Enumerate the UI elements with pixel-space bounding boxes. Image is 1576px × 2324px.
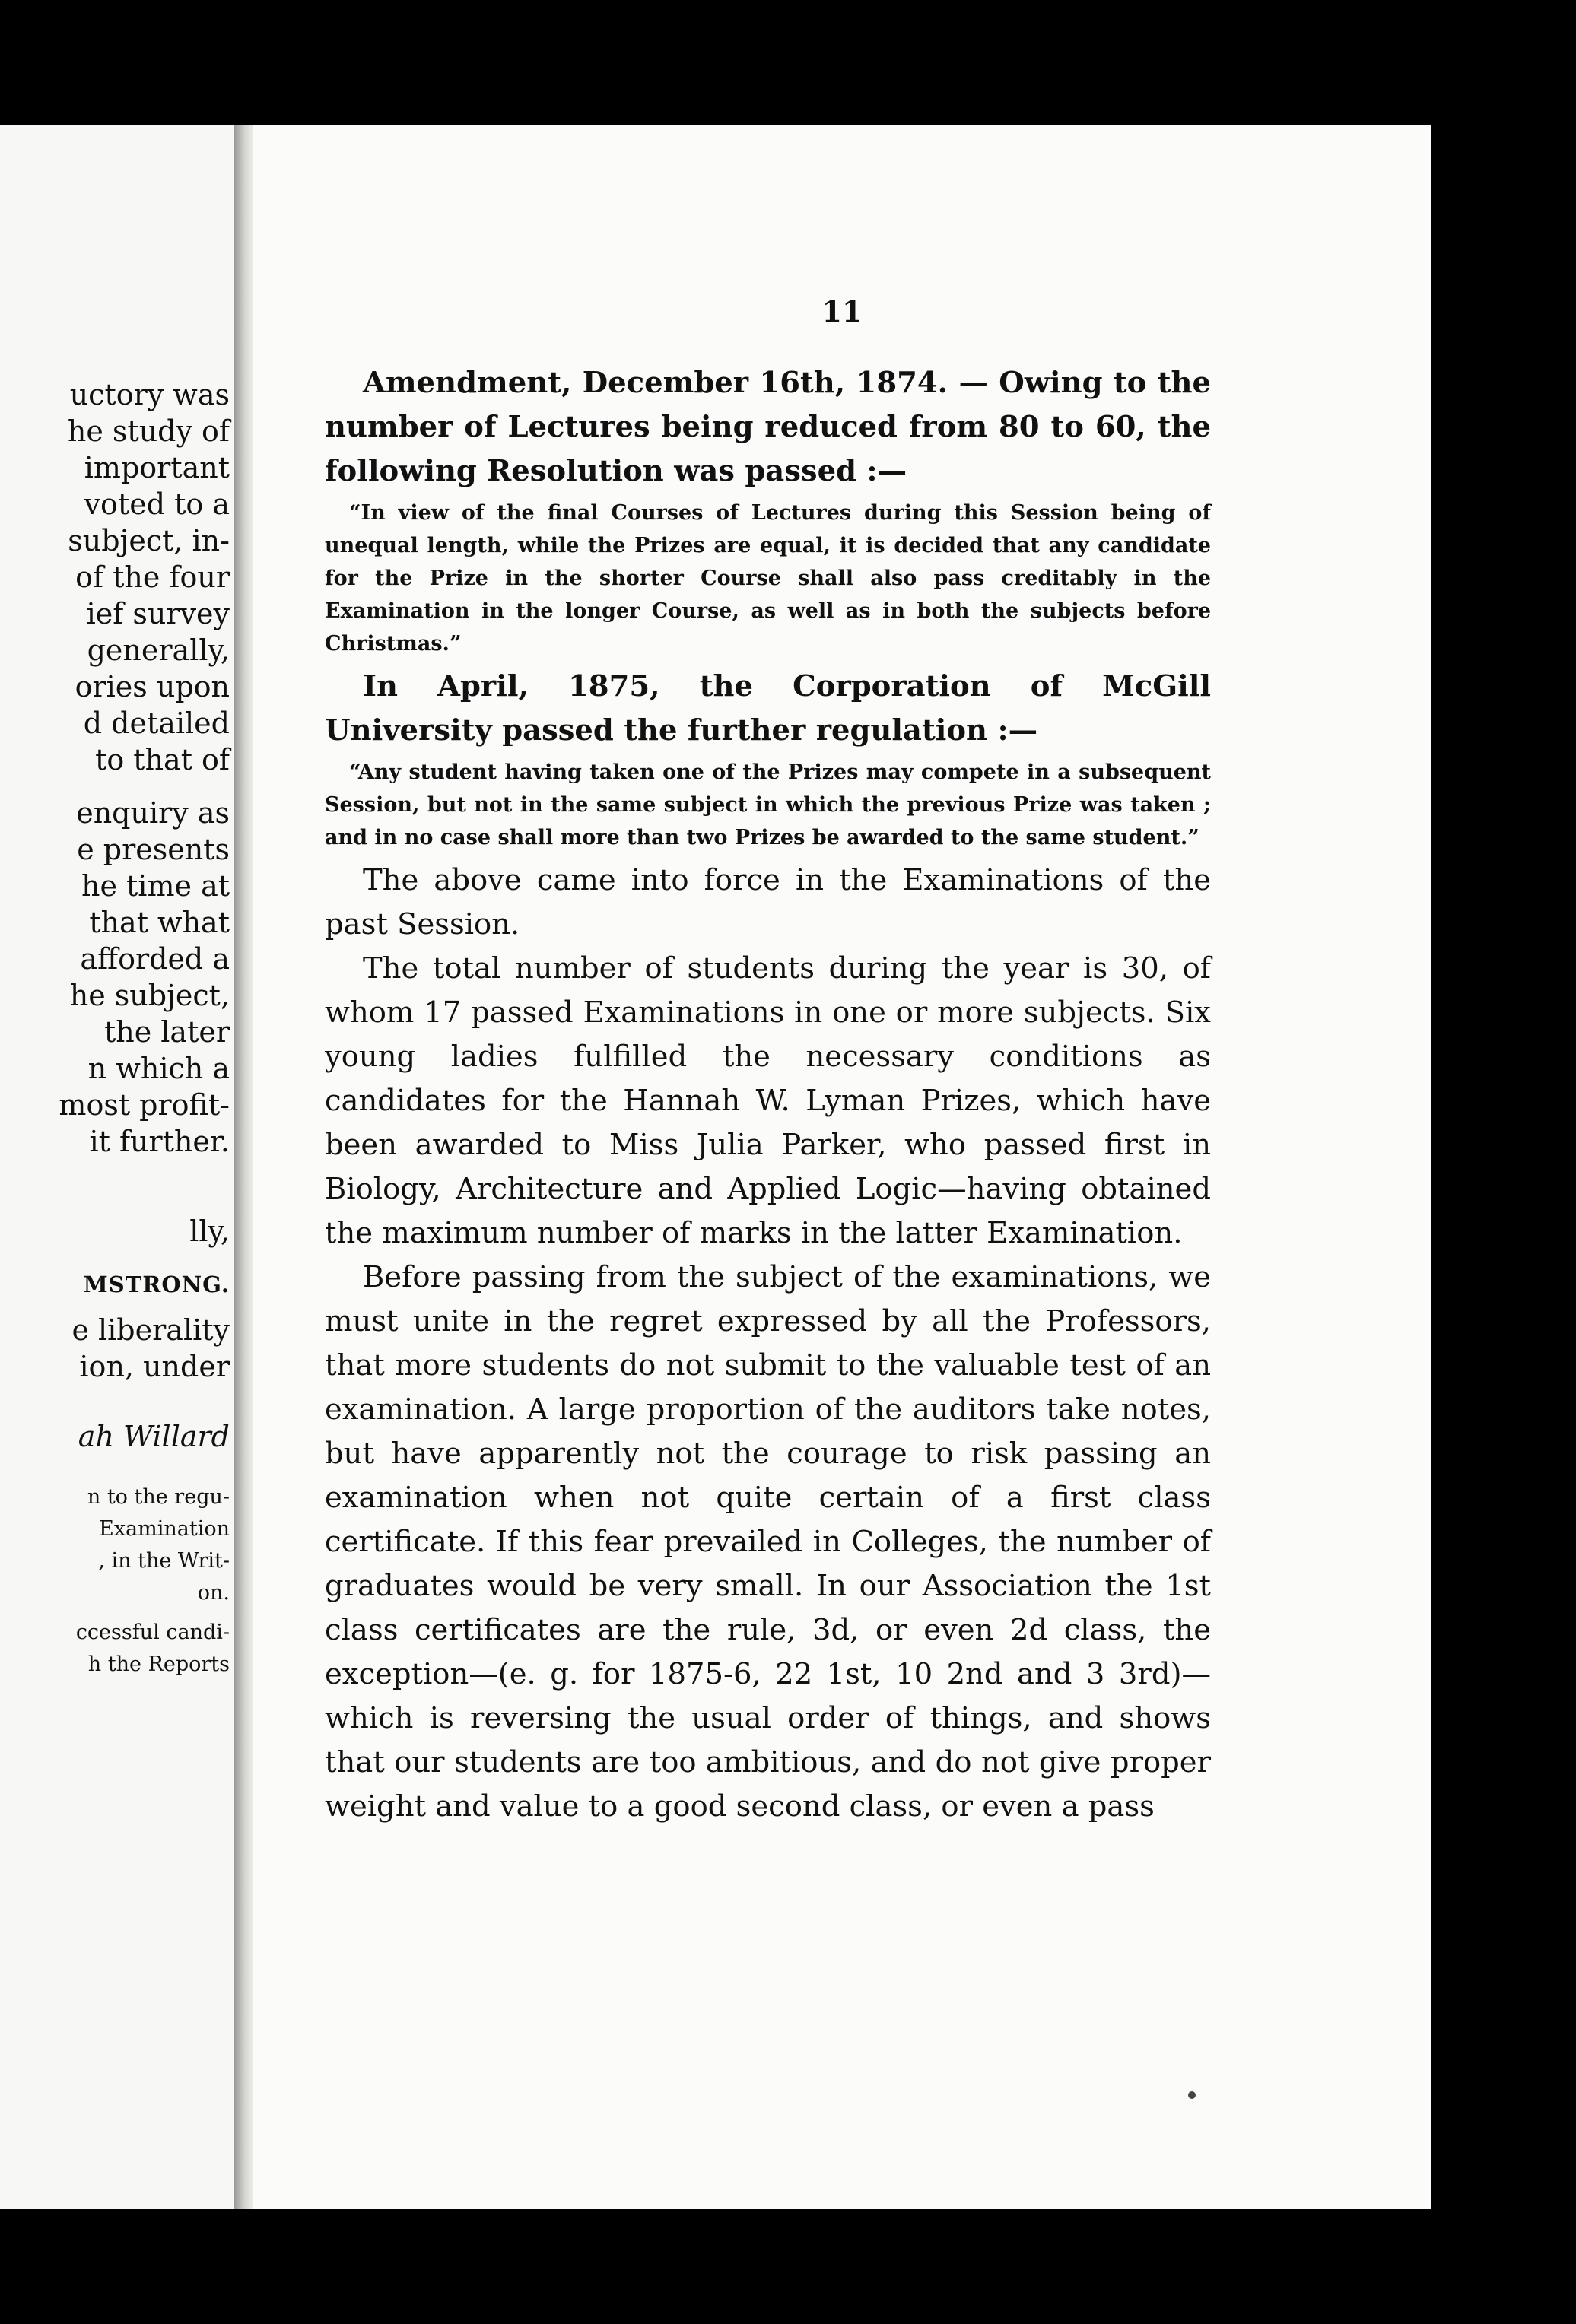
facing-line: lly, [189, 1214, 230, 1248]
facing-line: afforded a [80, 942, 230, 976]
page-number: 11 [821, 294, 863, 329]
facing-line: he time at [81, 869, 230, 903]
facing-line: enquiry as [76, 796, 230, 830]
facing-line: important [84, 451, 230, 484]
facing-line: that what [89, 906, 230, 939]
facing-page [0, 125, 239, 2209]
paragraph-above: The above came into force in the Examinations of the past Session. [325, 863, 1211, 941]
main-page [253, 125, 1431, 2209]
ink-speck [1188, 2091, 1196, 2099]
paragraph-students: The total number of students during the year is 30, of whom 17 passed Examinations in one or more subjects. Six young ladies fulfilled the necessary conditions as candidates for the Hannah W. Lyman Prizes, which have been awarded to Miss Julia Parker, who passed first in Biology, Architecture and Applied Logic—having obtained the maximum number of marks in the latter Examination. [325, 951, 1211, 1250]
facing-line: it further. [89, 1125, 230, 1158]
facing-line: the later [103, 1015, 230, 1049]
facing-line: to that of [95, 743, 230, 776]
paragraph-examinations: Before passing from the subject of the examinations, we must unite in the regret expressed by all the Professors, that more students do not submit to the valuable test of an examination. A large proportion of the auditors take notes, but have apparently not the courage to risk passing an examination when not quite certain of a first class certificate. If this fear prevailed in Colleges, the number of graduates would be very small. In our Association the 1st class certificates are the rule, 3d, or even 2d class, the exception—(e. g. for 1875-6, 22 1st, 10 2nd and 3 3rd)— which is reversing the usual order of things, and shows that our students are too ambitious, and do not give proper weight and value to a good second class, or even a pass [325, 1260, 1211, 1824]
quote-resolution: “In view of the final Courses of Lectures during this Session being of unequal length, while the Prizes are equal, it is decided that any candidate for the Prize in the shorter Course shall also pass creditably in the Examination in the longer Course, as well as in both the subjects before Christmas.” [325, 501, 1211, 656]
page-gutter [234, 125, 253, 2209]
facing-line: e liberality [71, 1313, 230, 1347]
facing-line: ories upon [75, 670, 230, 703]
facing-line: generally, [87, 633, 230, 667]
facing-line: ion, under [79, 1350, 230, 1383]
facing-line: ah Willard [78, 1420, 230, 1453]
facing-line: d detailed [83, 706, 230, 740]
facing-line: he subject, [69, 979, 230, 1012]
facing-line: subject, in- [68, 524, 230, 557]
facing-line: n which a [87, 1052, 230, 1085]
facing-line: most profit- [59, 1088, 230, 1122]
facing-line: he study of [67, 414, 230, 448]
facing-line: n to the regu- [87, 1485, 230, 1509]
facing-line: Examination [99, 1517, 230, 1541]
body-text [325, 361, 1211, 1829]
paragraph-amendment: Amendment, December 16th, 1874. — Owing to the number of Lectures being reduced from 80 to 60, the following Resolution was passed :— [325, 366, 1211, 488]
facing-page-text [0, 125, 239, 2209]
paragraph-mcgill-regulation: In April, 1875, the Corporation of McGill University passed the further regulation :— [325, 669, 1211, 748]
facing-line: of the four [75, 560, 230, 594]
facing-line: ief survey [86, 597, 230, 630]
facing-line: on. [197, 1581, 230, 1605]
facing-line: h the Reports [87, 1653, 230, 1676]
facing-line: uctory was [69, 378, 230, 411]
quote-regulation: “Any student having taken one of the Prizes may compete in a subsequent Session, but not in the same subject in which the previous Prize was taken ; and in no case shall more than two Prizes be awarded to the same student.” [325, 760, 1211, 849]
facing-line: e presents [77, 833, 230, 866]
facing-line: , in the Writ- [98, 1549, 230, 1573]
facing-line: MSTRONG. [83, 1272, 230, 1297]
facing-line: voted to a [84, 487, 230, 521]
facing-line: ccessful candi- [75, 1621, 230, 1644]
